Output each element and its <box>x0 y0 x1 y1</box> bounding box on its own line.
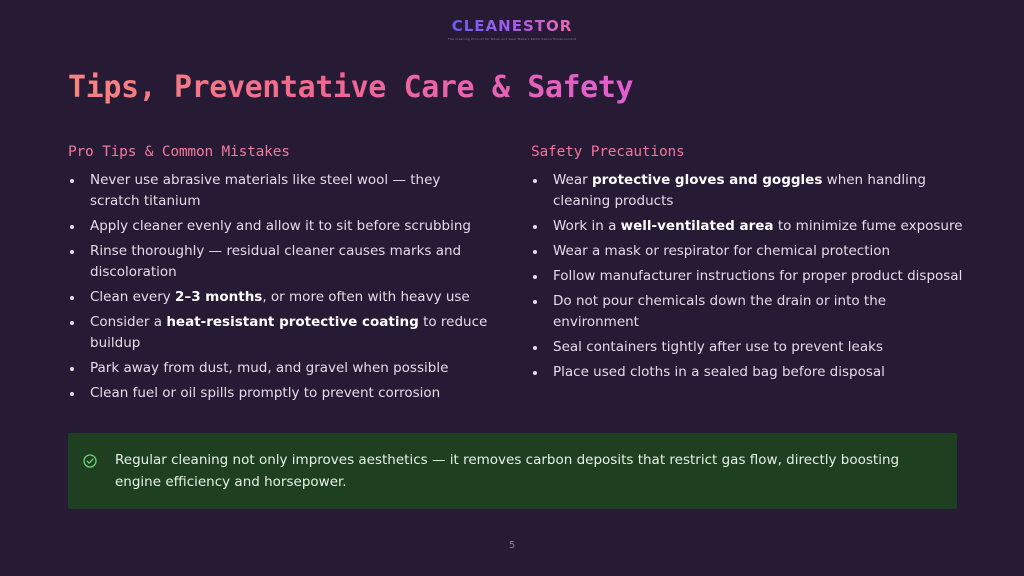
list-item <box>531 170 963 212</box>
list-item <box>68 312 488 354</box>
pro-tips-section <box>68 144 488 408</box>
list-item-text: Park away from dust, mud, and gravel when possible <box>90 360 449 376</box>
list-item-text: Consider a <box>90 314 167 330</box>
list-item-text: Never use abrasive materials like steel wool — they scratch titanium <box>90 172 441 209</box>
list-item <box>531 291 963 333</box>
safety-section <box>531 144 963 387</box>
list-item <box>68 170 488 212</box>
slide-title: Tips, Preventative Care & Safety <box>68 70 634 105</box>
logo-wordmark: CLEANESTOR <box>451 17 573 35</box>
list-item-text: Clean fuel or oil spills promptly to prevent corrosion <box>90 385 441 401</box>
list-item <box>68 287 488 308</box>
list-item-text: Wear a mask or respirator for chemical protection <box>553 243 891 259</box>
list-item-text: when handling cleaning products <box>553 172 926 209</box>
list-item-text: to minimize fume exposure <box>773 218 963 234</box>
emphasis-text: protective gloves and goggles <box>591 172 823 188</box>
brand-logo <box>0 16 1024 41</box>
list-item <box>531 241 963 262</box>
safety-heading: Safety Precautions <box>531 144 685 160</box>
list-item <box>68 216 488 237</box>
list-item <box>531 266 963 287</box>
list-item-text: to reduce buildup <box>90 314 488 351</box>
list-item-text: , or more often with heavy use <box>262 289 470 305</box>
page-number: 5 <box>508 540 516 551</box>
list-item-text: Clean every <box>90 289 176 305</box>
list-item-text: Follow manufacturer instructions for proper product disposal <box>553 268 963 284</box>
list-item-text: Wear <box>553 172 592 188</box>
list-item-text: Apply cleaner evenly and allow it to sit before scrubbing <box>90 218 471 234</box>
check-circle-icon <box>83 454 97 468</box>
safety-list <box>531 170 963 383</box>
emphasis-text: 2–3 months <box>175 289 263 305</box>
logo-tagline: The Cleaning Product for Bikes and Gear Makers Performance Enhancement <box>447 37 577 41</box>
emphasis-text: heat-resistant protective coating <box>166 314 419 330</box>
list-item-text: Do not pour chemicals down the drain or into the environment <box>553 293 887 330</box>
list-item <box>531 337 963 358</box>
list-item <box>68 241 488 283</box>
list-item-text: Seal containers tightly after use to prevent leaks <box>553 339 883 355</box>
list-item <box>531 216 963 237</box>
callout-text: Regular cleaning not only improves aesthetics — it removes carbon deposits that restrict gas flow, directly boosting engine efficiency and horsepower. <box>115 452 900 490</box>
list-item <box>531 362 963 383</box>
pro-tips-heading: Pro Tips & Common Mistakes <box>68 144 290 160</box>
list-item-text: Rinse thoroughly — residual cleaner causes marks and discoloration <box>90 243 462 280</box>
list-item-text: Place used cloths in a sealed bag before disposal <box>553 364 885 380</box>
callout-box <box>68 433 957 509</box>
emphasis-text: well-ventilated area <box>620 218 774 234</box>
list-item <box>68 358 488 379</box>
list-item <box>68 383 488 404</box>
pro-tips-list <box>68 170 488 404</box>
list-item-text: Work in a <box>553 218 621 234</box>
